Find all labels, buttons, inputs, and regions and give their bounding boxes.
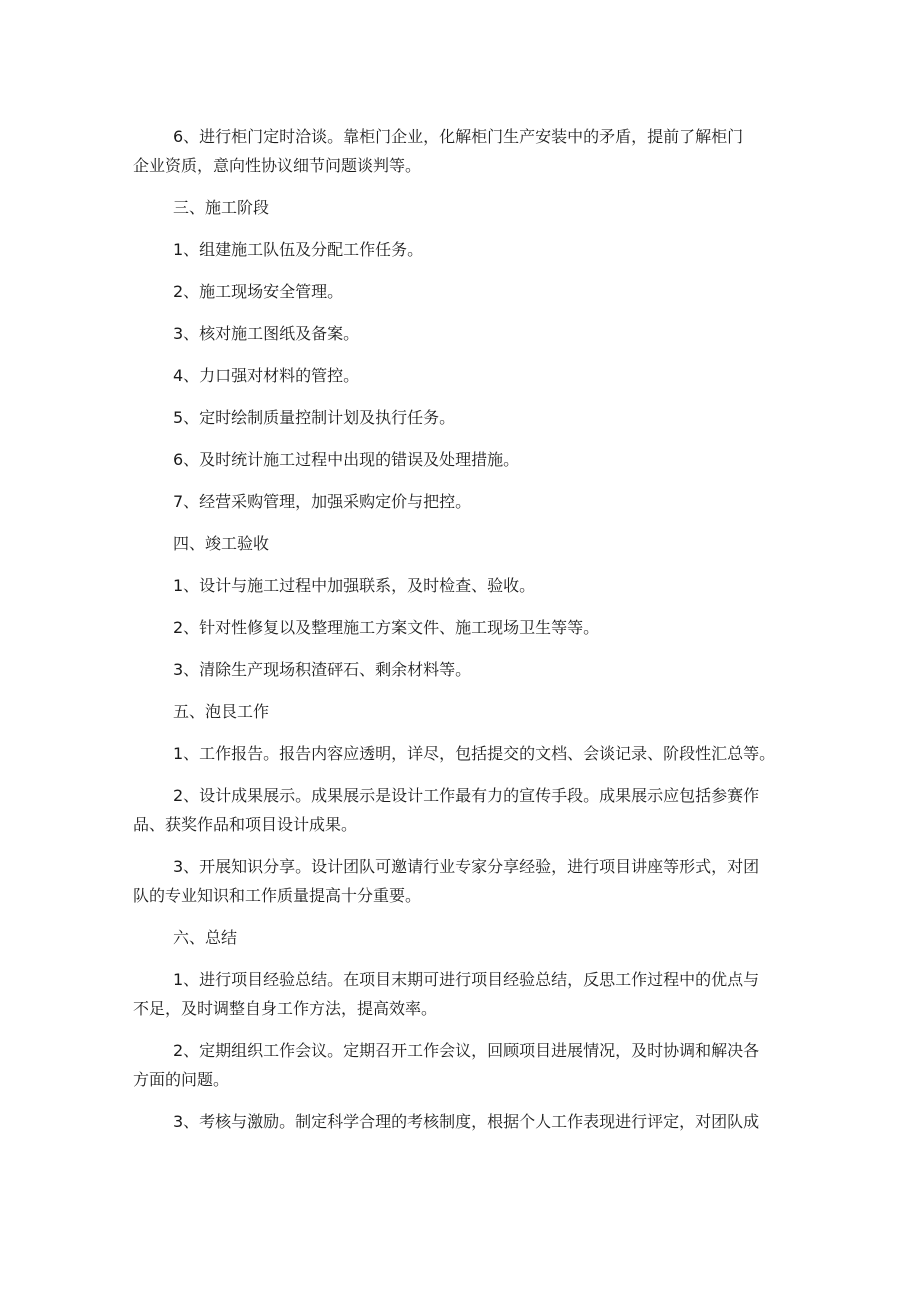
list-item: 5、定时绘制质量控制计划及执行任务。: [173, 408, 456, 427]
paragraph-cabinet-negotiation: [133, 122, 793, 180]
paragraph-assessment-incentive: 3、考核与激励。制定科学合理的考核制度，根据个人工作表现进行评定，对团队成: [173, 1112, 760, 1131]
list-item: 3、清除生产现场积渣砰石、剩余材料等。: [173, 660, 472, 679]
paragraph-line: 队的专业知识和工作质量提高十分重要。: [133, 886, 422, 905]
list-item: 1、组建施工队伍及分配工作任务。: [173, 240, 424, 259]
paragraph-line: 2、定期组织工作会议。定期召开工作会议，回顾项目进展情况，及时协调和解决各: [173, 1041, 760, 1060]
list-item: 6、及时统计施工过程中出现的错误及处理措施。: [173, 450, 520, 469]
section-heading-construction: 三、施工阶段: [173, 198, 270, 217]
paragraph-line: 3、开展知识分享。设计团队可邀请行业专家分享经验，进行项目讲座等形式，对团: [173, 857, 760, 876]
list-item: 1、工作报告。报告内容应透明，详尽，包括提交的文档、会谈记录、阶段性汇总等。: [173, 744, 776, 763]
paragraph-line: 方面的问题。: [133, 1070, 230, 1089]
paragraph-line: 不足，及时调整自身工作方法，提高效率。: [133, 999, 438, 1018]
list-item: 2、针对性修复以及整理施工方案文件、施工现场卫生等等。: [173, 618, 600, 637]
list-item: 2、施工现场安全管理。: [173, 282, 344, 301]
paragraph-line: 6、进行柜门定时洽谈。靠柜门企业，化解柜门生产安装中的矛盾，提前了解柜门: [173, 127, 744, 146]
paragraph-work-meetings: [133, 1036, 793, 1094]
list-item: 1、设计与施工过程中加强联系，及时检查、验收。: [173, 576, 536, 595]
section-heading-follow-up: 五、泡艮工作: [173, 702, 270, 721]
list-item: 4、力口强对材料的管控。: [173, 366, 360, 385]
paragraph-line: 1、进行项目经验总结。在项目末期可进行项目经验总结，反思工作过程中的优点与: [173, 970, 760, 989]
paragraph-design-showcase: [133, 781, 793, 839]
list-item: 7、经营采购管理，加强采购定价与把控。: [173, 492, 472, 511]
paragraph-line: 企业资质，意向性协议细节问题谈判等。: [133, 156, 422, 175]
paragraph-line: 2、设计成果展示。成果展示是设计工作最有力的宣传手段。成果展示应包括参赛作: [173, 786, 760, 805]
paragraph-knowledge-sharing: [133, 852, 793, 910]
section-heading-acceptance: 四、竣工验收: [173, 534, 270, 553]
list-item: 3、核对施工图纸及备案。: [173, 324, 360, 343]
section-heading-summary: 六、总结: [173, 928, 238, 947]
paragraph-experience-summary: [133, 965, 793, 1023]
paragraph-line: 品、获奖作品和项目设计成果。: [133, 815, 358, 834]
